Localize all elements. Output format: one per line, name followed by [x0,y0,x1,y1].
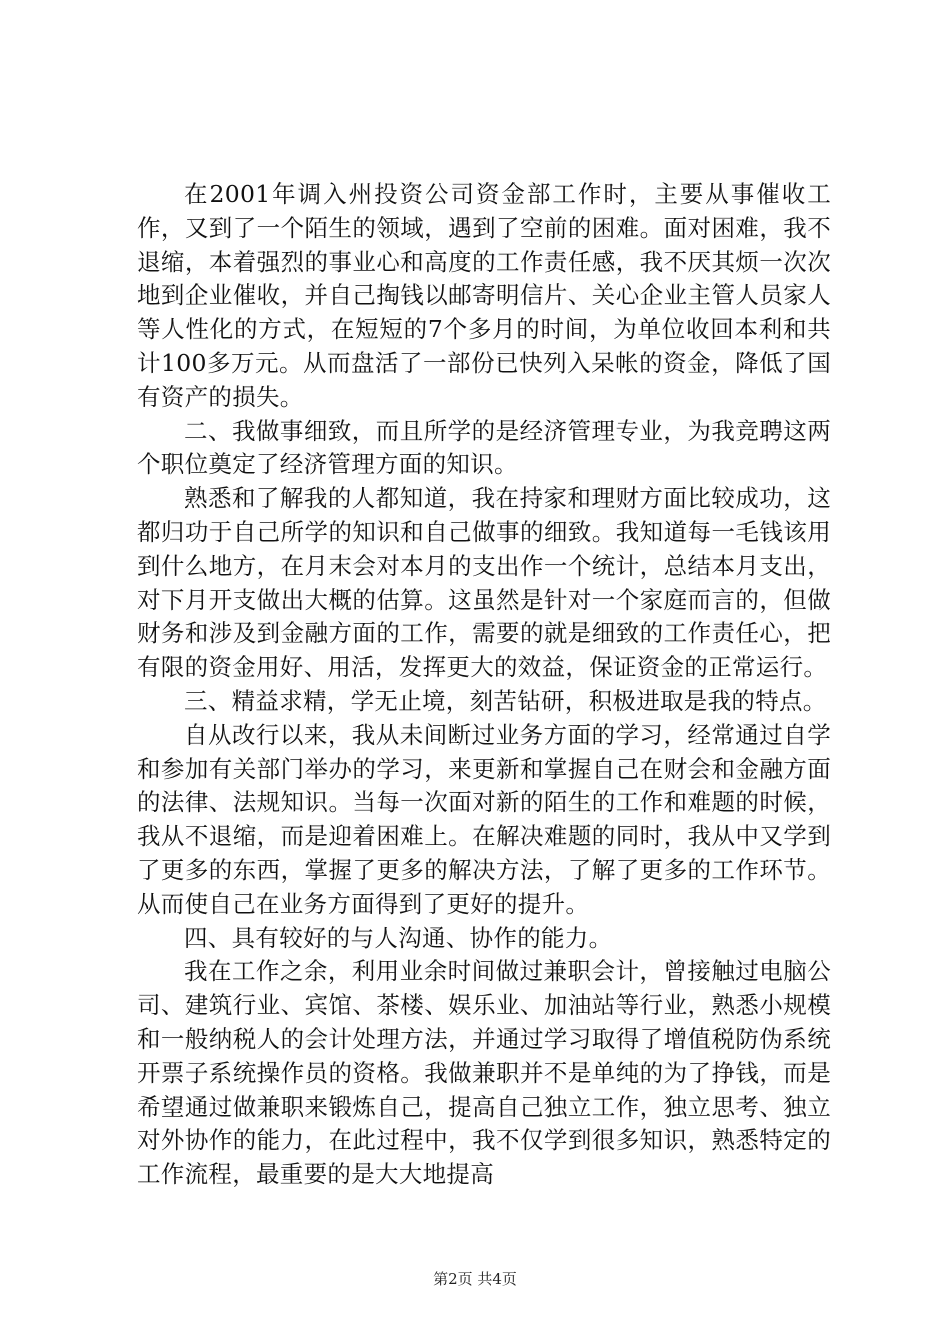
document-body [137,178,831,1192]
heading-point-four: 四、具有较好的与人沟通、协作的能力。 [184,923,613,952]
paragraph-financial-management: 熟悉和了解我的人都知道，我在持家和理财方面比较成功，这都归功于自己所学的知识和自己做事的细致。我知道每一毛钱该用到什么地方，在月末会对本月的支出作一个统计，总结本月支出，对下月开支做出大概的估算。这虽然是针对一个家庭而言的，但做财务和涉及到金融方面的工作，需要的就是细致的工作责任心，把有限的资金用好、用活，发挥更大的效益，保证资金的正常运行。 [137,484,831,682]
heading-point-three: 三、精益求精，学无止境，刻苦钻研，积极进取是我的特点。 [184,686,827,715]
heading-point-two: 二、我做事细致，而且所学的是经济管理专业，为我竞聘这两个职位奠定了经济管理方面的知识。 [137,416,831,479]
paragraph-debt-collection: 在2001年调入州投资公司资金部工作时，主要从事催收工作，又到了一个陌生的领域，遇到了空前的困难。面对困难，我不退缩，本着强烈的事业心和高度的工作责任感，我不厌其烦一次次地到企业催收，并自己掏钱以邮寄明信片、关心企业主管人员家人等人性化的方式，在短短的7个多月的时间，为单位收回本利和共计100多万元。从而盘活了一部份已快列入呆帐的资金，降低了国有资产的损失。 [137,180,831,411]
paragraph-part-time-accounting: 我在工作之余，利用业余时间做过兼职会计，曾接触过电脑公司、建筑行业、宾馆、茶楼、娱乐业、加油站等行业，熟悉小规模和一般纳税人的会计处理方法，并通过学习取得了增值税防伪系统开票子系统操作员的资格。我做兼职并不是单纯的为了挣钱，而是希望通过做兼职来锻炼自己，提高自己独立工作，独立思考、独立对外协作的能力，在此过程中，我不仅学到很多知识，熟悉特定的工作流程，最重要的是大大地提高 [137,957,831,1189]
paragraph-continuous-learning: 自从改行以来，我从未间断过业务方面的学习，经常通过自学和参加有关部门举办的学习，来更新和掌握自己在财会和金融方面的法律、法规知识。当每一次面对新的陌生的工作和难题的时候，我从不退缩，而是迎着困难上。在解决难题的同时，我从中又学到了更多的东西，掌握了更多的解决方法，了解了更多的工作环节。从而使自己在业务方面得到了更好的提升。 [137,720,831,918]
page-number-footer: 第2页 共4页 [433,1270,517,1288]
